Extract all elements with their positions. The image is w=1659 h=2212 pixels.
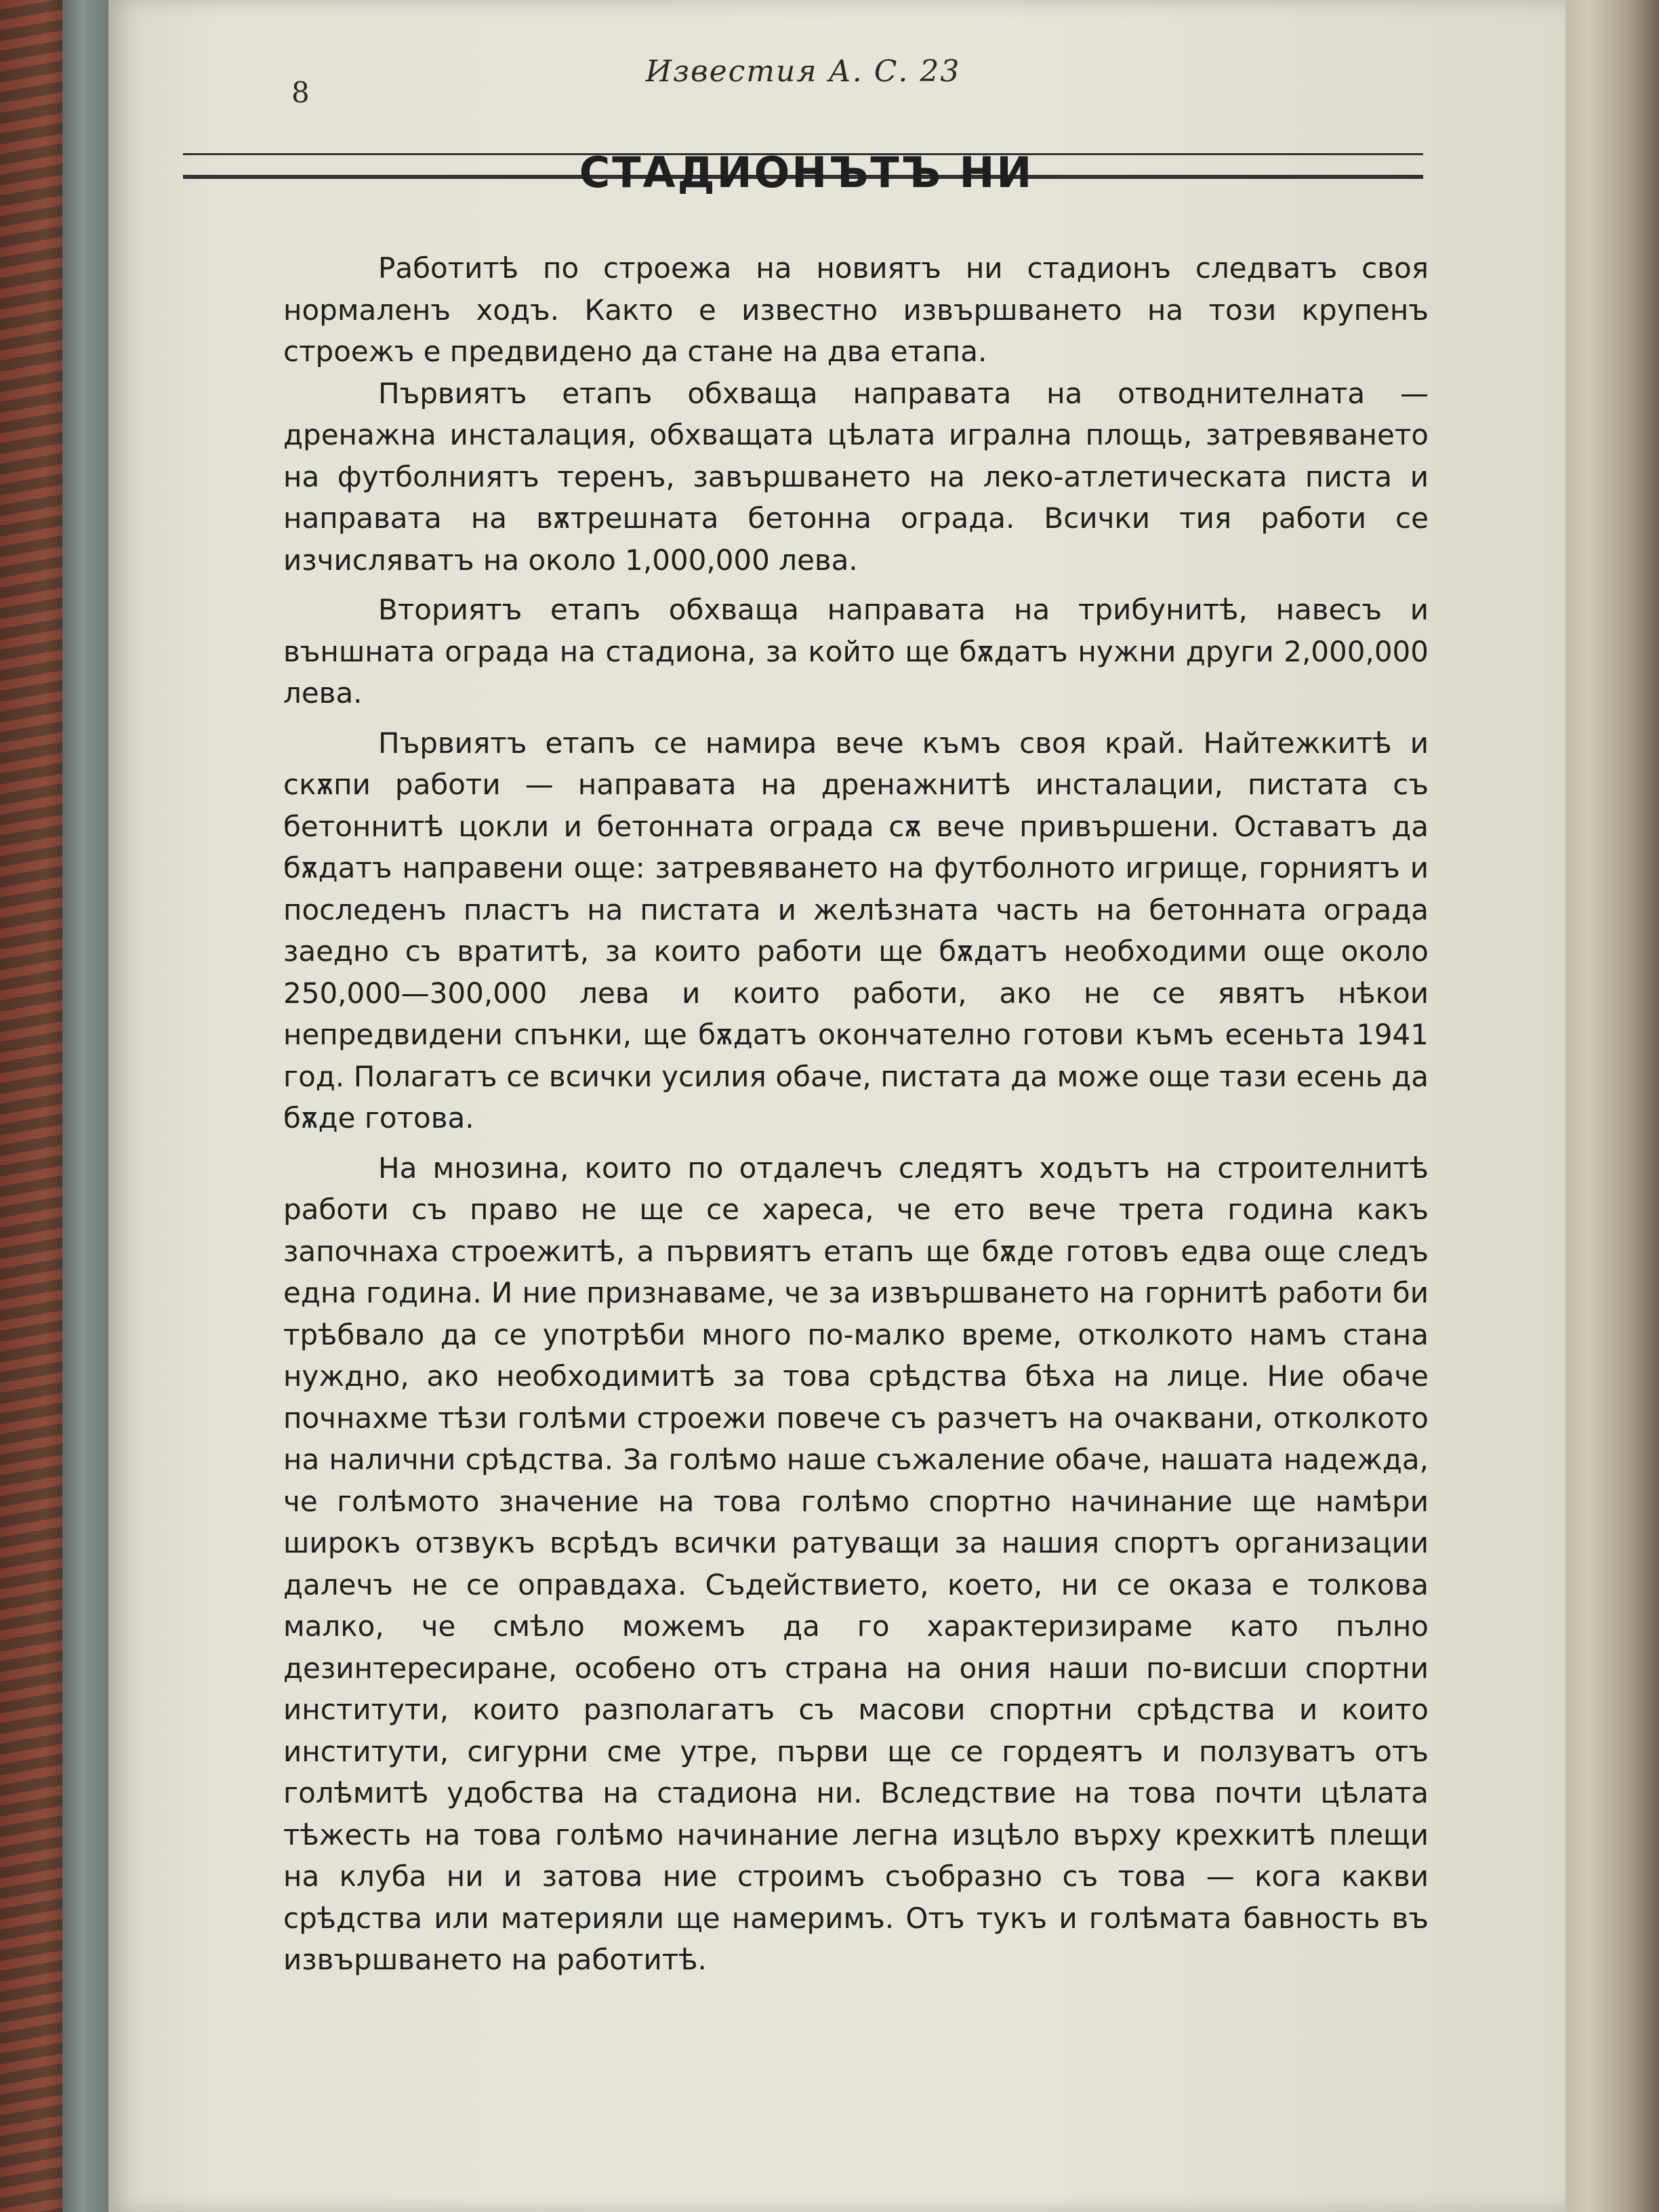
article-title: СТАДИОНЪТЪ НИ — [579, 148, 1034, 197]
page-edge — [1559, 0, 1659, 2212]
paragraph-5: На мнозина, които по отдалечъ следятъ ходътъ на строителнитѣ работи съ право не ще се хареса, че ето вече трета година какъ започнаха строежитѣ, а първиятъ етапъ ще бѫде готовъ едва още следъ една година. И ние признаваме, че за извършването на горнитѣ работи би трѣбвало да се употрѣби много по-малко време, отколкото намъ стана нуждно, ако необходимитѣ за това срѣдства бѣха на лице. Ние обаче почнахме тѣзи голѣми строежи повече съ разчетъ на очаквани, отколкото на налични срѣдства. За голѣмо наше съжаление обаче, нашата надежда, че голѣмото значение на това голѣмо спортно начинание ще намѣри широкъ отзвукъ всрѣдъ всички ратуващи за нашия спортъ организации далечъ не се оправдаха. Съдействието, което, ни се оказа е толкова малко, че смѣло можемъ да го характеризираме като пълно дезинтересиране, особено отъ страна на ония наши по-висши спортни институти, които разполагатъ съ масови спортни срѣдства и които институти, сигурни сме утре, първи ще се гордеятъ и ползуватъ отъ голѣмитѣ удобства на стадиона ни. Вследствие на това почти цѣлата тѣжесть на това голѣмо начинание легна изцѣло върху крехкитѣ плещи на клуба ни и затова ние строимъ съобразно съ това — кога какви срѣдства или материяли ще намеримъ. Отъ тукъ и голѣмата бавность въ извършването на работитѣ. — [283, 1151, 1429, 1976]
page-header — [183, 54, 1423, 129]
article-body — [283, 247, 1429, 1981]
paragraph-2: Първиятъ етапъ обхваща направата на отводнителната — дренажна инсталация, обхващата цѣлата игрална площь, затревяването на футболниятъ теренъ, завършването на леко-атлетическата писта и направата на вѫтрешната бетонна ограда. Всички тия работи се изчисляватъ на около 1,000,000 лева. — [283, 376, 1429, 577]
page-number: 8 — [291, 76, 310, 109]
paragraph-3: Вториятъ етапъ обхваща направата на трибунитѣ, навесъ и външната ограда на стадиона, за който ще бѫдатъ нужни други 2,000,000 лева. — [283, 593, 1429, 710]
running-title: Известия А. С. 23 — [645, 54, 961, 89]
paragraph-1: Работитѣ по строежа на новиятъ ни стадионъ следватъ своя нормаленъ ходъ. Както е известно извършването на този крупенъ строежъ е предвидено да стане на два етапа. — [283, 251, 1429, 368]
paragraph-4: Първиятъ етапъ се намира вече къмъ своя край. Найтежкитѣ и скѫпи работи — направата на дренажнитѣ инсталации, пистата съ бетоннитѣ цокли и бетонната ограда сѫ вече привършени. Оставатъ да бѫдатъ направени още: затревяването на футболното игрище, горниятъ и последенъ пластъ на пистата и желѣзната часть на бетонната ограда заедно съ вратитѣ, за които работи ще бѫдатъ необходими още около 250,000—300,000 лева и които работи, ако не се явятъ нѣкои непредвидени спънки, ще бѫдатъ окончателно готови къмъ есеньта 1941 год. Полагатъ се всички усилия обаче, пистата да може още тази есень да бѫде готова. — [283, 726, 1429, 1134]
book-spine — [62, 0, 111, 2212]
